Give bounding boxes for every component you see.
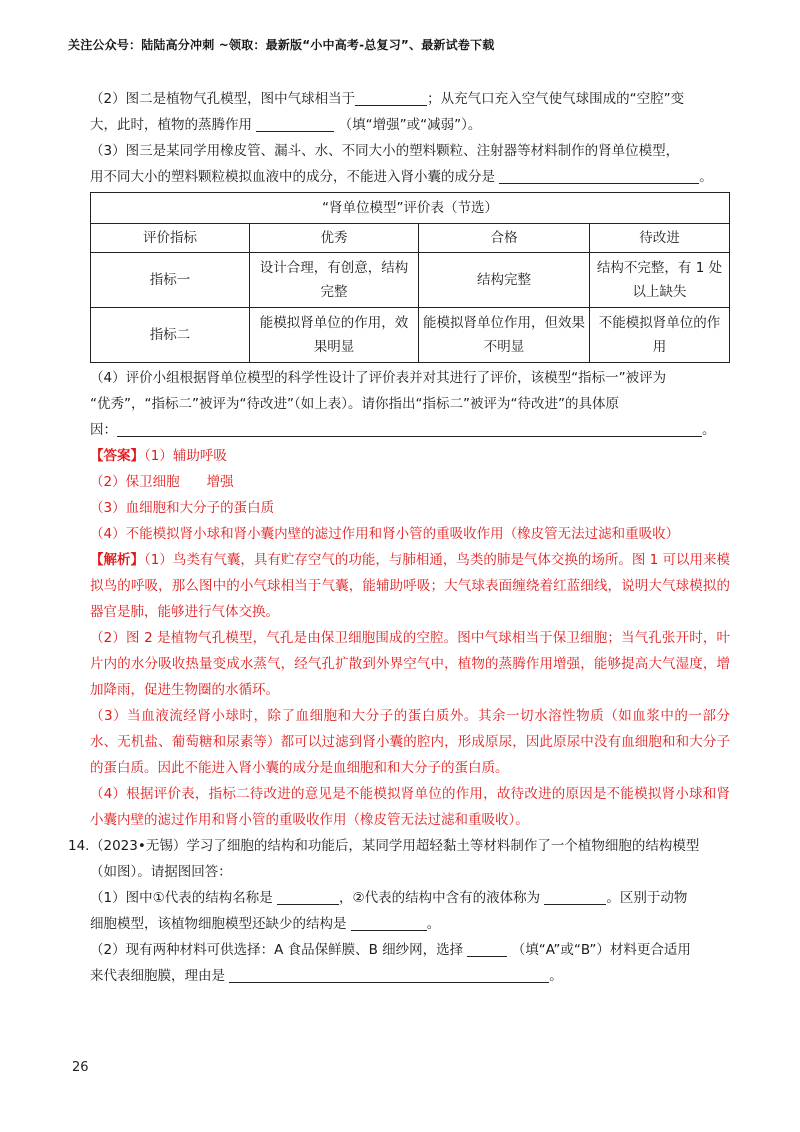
answer-blank[interactable]: [277, 889, 339, 905]
table-header: 合格: [419, 224, 590, 253]
table-title: “肾单位模型”评价表（节选）: [91, 193, 730, 224]
question-3: （3）图三是某同学用橡皮管、漏斗、水、不同大小的塑料颗粒、注射器等材料制作的肾单位模型， 用不同大小的塑料颗粒模拟血液中的成分，不能进入肾小囊的成分是 。: [90, 143, 713, 185]
analysis-paragraph: （4）根据评价表，指标二待改进的意见是不能模拟肾单位的作用，故待改进的原因是不能模拟肾小球和肾小囊内壁的滤过作用和肾小管的重吸收作用（橡皮管无法过滤和重吸收）。: [90, 786, 730, 828]
page-header: 关注公众号：陆陆高分冲刺 ~领取：最新版“小中高考-总复习”、最新试卷下载: [68, 38, 495, 52]
main-content: [68, 86, 731, 989]
answer-blank[interactable]: [544, 889, 606, 905]
table-header: 待改进: [590, 224, 730, 253]
question-number: 14.: [68, 838, 90, 854]
answer-blank[interactable]: [256, 116, 334, 132]
answer-section: 【答案】（1）辅助呼吸 （2）保卫细胞 增强 （3）血细胞和大分子的蛋白质 （4）不能模拟肾小球和肾小囊内壁的滤过作用和肾小管的重吸收作用（橡皮管无法过滤和重吸收）: [90, 443, 730, 547]
answer-blank[interactable]: [117, 421, 702, 437]
table-cell: 设计合理，有创意，结构完整: [250, 253, 419, 308]
answer-line: （3）血细胞和大分子的蛋白质: [90, 500, 275, 516]
table-cell: 结构完整: [419, 253, 590, 308]
table-cell: 结构不完整，有 1 处以上缺失: [590, 253, 730, 308]
page-number: 26: [72, 1060, 89, 1075]
answer-blank[interactable]: [499, 168, 699, 184]
analysis-paragraph: （2）图 2 是植物气孔模型，气孔是由保卫细胞围成的空腔。图中气球相当于保卫细胞；当气孔张开时，叶片内的水分吸收热量变成水蒸气，经气孔扩散到外界空气中，植物的蒸腾作用增强，能够提高大气湿度，增加降雨，促进生物圈的水循环。: [90, 630, 730, 698]
table-cell: 能模拟肾单位的作用，效果明显: [250, 308, 419, 363]
table-cell: 能模拟肾单位作用，但效果不明显: [419, 308, 590, 363]
table-cell: 指标一: [91, 253, 250, 308]
answer-label: 【答案】: [90, 448, 144, 464]
table-cell: 指标二: [91, 308, 250, 363]
question-14-part-1: （1）图中①代表的结构名称是 ，②代表的结构中含有的液体称为 。区别于动物 细胞模型，该植物细胞模型还缺少的结构是 。: [90, 890, 688, 932]
answer-blank[interactable]: [229, 967, 549, 983]
answer-line: （4）不能模拟肾小球和肾小囊内壁的滤过作用和肾小管的重吸收作用（橡皮管无法过滤和重吸收）: [90, 526, 680, 542]
question-14-part-2: （2）现有两种材料可供选择：A 食品保鲜膜、B 细纱网，选择 （填“A”或“B”）材料更合适用 来代表细胞膜，理由是 。: [90, 942, 691, 984]
table-row: [91, 253, 730, 308]
analysis-paragraph: （3）当血液流经肾小球时，除了血细胞和大分子的蛋白质外。其余一切水溶性物质（如血浆中的一部分水、无机盐、葡萄糖和尿素等）都可以过滤到肾小囊的腔内，形成原尿，因此原尿中没有血细胞和和大分子的蛋白质。因此不能进入肾小囊的成分是血细胞和和大分子的蛋白质。: [90, 708, 730, 776]
question-4: （4）评价小组根据肾单位模型的科学性设计了评价表并对其进行了评价，该模型“指标一”被评为 “优秀”，“指标二”被评为“待改进”（如上表）。请你指出“指标二”被评为“待改进”的具体原 因： 。: [90, 370, 716, 438]
table-cell: 不能模拟肾单位的作用: [590, 308, 730, 363]
question-14: 14. （2023•无锡）学习了细胞的结构和功能后，某同学用超轻黏土等材料制作了一个植物细胞的结构模型 （如图）。请据图回答： （1）图中①代表的结构名称是 ，②代表的结构中含有的液体称为 。区别于动物 细胞模型，该植物细胞模型还缺少的结构是 。 （2）现有两种材料可供选择：A 食品保鲜膜、B 细纱网，选择 （填“A”或“B”）材料更合适用 来代表细胞膜，理由是 。: [90, 833, 730, 989]
table-header: 评价指标: [91, 224, 250, 253]
answer-line: （2）保卫细胞 增强: [90, 474, 234, 490]
answer-blank[interactable]: [351, 915, 427, 931]
table-row: [91, 308, 730, 363]
question-2: （2）图二是植物气孔模型，图中气球相当于 ；从充气口充入空气使气球围成的“空腔”变 大，此时，植物的蒸腾作用 （填“增强”或“减弱”）。: [90, 91, 685, 133]
analysis-section: 【解析】（1）鸟类有气囊，具有贮存空气的功能，与肺相通，鸟类的肺是气体交换的场所。图 1 可以用来模拟鸟的呼吸，那么图中的小气球相当于气囊，能辅助呼吸；大气球表面缠绕着红蓝细线，说明大气球模拟的器官是肺，能够进行气体交换。 （2）图 2 是植物气孔模型，气孔是由保卫细胞围成的空腔。图中气球相当于保卫细胞；当气孔张开时，叶片内的水分吸收热量变成水蒸气，经气孔扩散到外界空气中，植物的蒸腾作用增强，能够提高大气湿度，增加降雨，促进生物圈的水循环。 （3）当血液流经肾小球时，除了血细胞和大分子的蛋白质外。其余一切水溶性物质（如血浆中的一部分水、无机盐、葡萄糖和尿素等）都可以过滤到肾小囊的腔内，形成原尿，因此原尿中没有血细胞和和大分子的蛋白质。因此不能进入肾小囊的成分是血细胞和和大分子的蛋白质。 （4）根据评价表，指标二待改进的意见是不能模拟肾单位的作用，故待改进的原因是不能模拟肾小球和肾小囊内壁的滤过作用和肾小管的重吸收作用（橡皮管无法过滤和重吸收）。: [90, 547, 730, 833]
analysis-label: 【解析】: [90, 552, 144, 568]
answer-blank[interactable]: [467, 941, 507, 957]
answer-blank[interactable]: [355, 90, 427, 106]
evaluation-table: [90, 192, 730, 363]
table-header: 优秀: [250, 224, 419, 253]
